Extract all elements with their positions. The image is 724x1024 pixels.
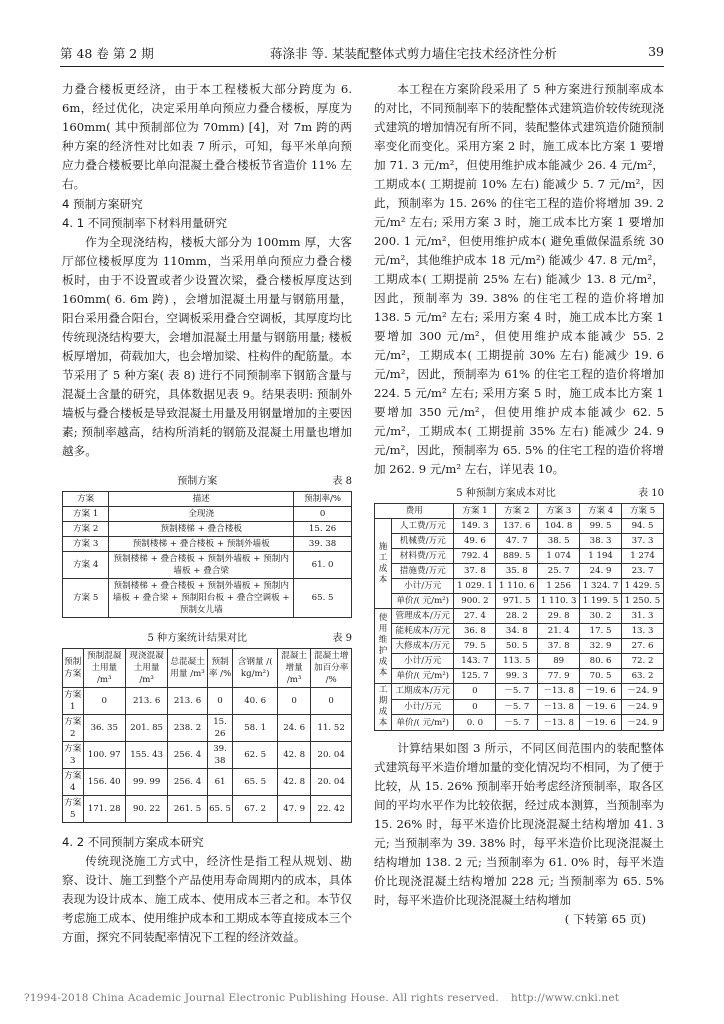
table-cell: 1 199. 5 [580, 594, 622, 609]
table-cell: 1 074 [538, 549, 580, 564]
table-row [63, 537, 352, 552]
table-cell: －13. 8 [538, 715, 580, 731]
table-cell: 32. 9 [580, 639, 622, 654]
table-cell: 900. 2 [454, 594, 496, 609]
table-cell: 125. 7 [454, 669, 496, 684]
table-cell: 61. 0 [294, 552, 352, 579]
table-cell: 20. 04 [311, 769, 352, 796]
table-row [63, 522, 352, 537]
table-cell: 11. 52 [311, 715, 352, 742]
table-cell: 1 110. 6 [496, 579, 538, 594]
section-heading-4-2: 4. 2 不同预制方案成本研究 [62, 835, 204, 849]
table-row [375, 564, 664, 579]
table-cell: 49. 6 [454, 534, 496, 549]
table-header-cell: 描述 [109, 492, 294, 507]
table-cell: 措施费/万元 [392, 564, 454, 579]
table-cell: 预制率 /% [207, 649, 233, 688]
table-label: 表 8 [332, 476, 352, 487]
continued-note: ( 下转第 65 页) [564, 912, 646, 926]
paragraph: 传统现浇施工方式中，经济性是指工程从规划、勘察、设计、施工到整个产品使用寿命周期内的成本，具体表现为设计成本、施工成本、使用成本三者之和。本节仅考虑施工成本、使用维护成本和工期成本等直接成本三个方面，探究不同装配率情况下工程的经济效益。 [62, 854, 352, 944]
table-cell: 大修成本/万元 [392, 639, 454, 654]
left-column [62, 80, 352, 947]
table-cell: 17. 5 [580, 624, 622, 639]
table-cell: 1 429. 5 [622, 579, 664, 594]
table-cell: 25. 7 [538, 564, 580, 579]
table-cell: 50. 5 [496, 639, 538, 654]
table-cell: 总混凝土用量 /m³ [168, 649, 207, 688]
table-cell: 38. 5 [538, 534, 580, 549]
table-cell: 方案 3 [63, 742, 84, 769]
table-cell: 方案 5 [63, 796, 84, 823]
table-row [63, 579, 352, 618]
table-cell: 预制方案 [63, 649, 84, 688]
table-row [375, 579, 664, 594]
table-cell: 27. 6 [622, 639, 664, 654]
table-cell: 28. 2 [496, 609, 538, 624]
table-cell: 63. 2 [622, 669, 664, 684]
table-cell: 23. 7 [622, 564, 664, 579]
table-cell: －24. 9 [622, 715, 664, 731]
table-cell: 100. 97 [83, 742, 125, 769]
table-cell: 小计/万元 [392, 699, 454, 715]
table-group-label: 施工成本 [375, 519, 392, 609]
table-cell: 171. 28 [83, 796, 125, 823]
table-cell: 36. 35 [83, 715, 125, 742]
table-cell: 能耗成本/万元 [392, 624, 454, 639]
table-cell: 156. 40 [83, 769, 125, 796]
table-cell: 费用 [375, 504, 454, 519]
table-cell: 42. 8 [277, 769, 310, 796]
page-footer [24, 992, 619, 1004]
table-cell: 管理成本/万元 [392, 609, 454, 624]
table-caption [62, 632, 352, 646]
table-row [375, 684, 664, 700]
table-cell: 小计/万元 [392, 654, 454, 669]
table-cell: 104. 8 [538, 519, 580, 534]
table-cell: 94. 5 [622, 519, 664, 534]
table-cell: 30. 2 [580, 609, 622, 624]
table-cell: 143. 7 [454, 654, 496, 669]
table-cell: 99. 5 [580, 519, 622, 534]
table-cell: 单价/( 元/m²) [392, 669, 454, 684]
table-cell: 0 [294, 507, 352, 522]
table-header-cell: 预制率/% [294, 492, 352, 507]
table-cell: 40. 6 [233, 688, 278, 715]
table-cell: 155. 43 [125, 742, 167, 769]
table-cell: 29. 8 [538, 609, 580, 624]
table-cell: －24. 9 [622, 699, 664, 715]
table-cell: 0 [277, 688, 310, 715]
table-cell: 1 256 [538, 579, 580, 594]
paragraph: 计算结果如图 3 所示，不同区间范围内的装配整体式建筑每平米造价增加量的变化情况均不相同，为了便于比较，从 15. 26% 预制率开始考虑经济预制率，取各区间的平均水平作为比较依据，经过成本测算，当预制率为 15. 26% 时，每平米造价比现浇混凝土结构增加 41. 3 元; 当预制率为 39. 38% 时，每平米造价比现浇混凝土结构增加 138. 2 元; 当预制率为 61. 0% 时，每平米造价比现浇混凝土结构增加 228 元; 当预制率为 65. 5% 时，每平米造价比现浇混凝土结构增加 [374, 741, 664, 907]
table-cell: 39. 38 [207, 742, 233, 769]
right-column [374, 80, 664, 929]
table-row [63, 688, 352, 715]
table-row [375, 669, 664, 684]
table-cell: 0 [454, 684, 496, 700]
table-cell: 213. 6 [168, 688, 207, 715]
table-row [63, 796, 352, 823]
table-row [375, 624, 664, 639]
table-title: 5 种方案统计结果对比 [147, 633, 247, 644]
table-cell: 人工费/万元 [392, 519, 454, 534]
table-cell: 方案 4 [580, 504, 622, 519]
table-row [375, 639, 664, 654]
table-label: 表 10 [638, 488, 664, 499]
table-cell: 0. 0 [454, 715, 496, 731]
table-cell: 预制楼梯 + 叠合楼板 + 预制外墙板 [109, 537, 294, 552]
table-title: 预制方案 [177, 476, 218, 487]
table-row [375, 654, 664, 669]
table-cell: 90. 22 [125, 796, 167, 823]
table-cell: 137. 6 [496, 519, 538, 534]
table-10-grid [374, 503, 664, 731]
table-cell: 34. 8 [496, 624, 538, 639]
table-cell: 方案 4 [63, 769, 84, 796]
table-cell: 方案 3 [63, 537, 109, 552]
table-cell: 201. 85 [125, 715, 167, 742]
table-cell: 含钢量 /( kg/m²) [233, 649, 278, 688]
table-cell: 全现浇 [109, 507, 294, 522]
table-cell: 256. 4 [168, 769, 207, 796]
table-cell: 1 194 [580, 549, 622, 564]
table-cell: 36. 8 [454, 624, 496, 639]
table-cell: 149. 3 [454, 519, 496, 534]
table-cell: 0 [311, 688, 352, 715]
table-cell: 1 250. 5 [622, 594, 664, 609]
table-cell: 0 [207, 688, 233, 715]
table-cell: 1 274 [622, 549, 664, 564]
table-cell: 24. 9 [580, 564, 622, 579]
table-cell: 混凝土增加百分率 /% [311, 649, 352, 688]
table-cell: 材料费/万元 [392, 549, 454, 564]
table-row [63, 769, 352, 796]
table-cell: 889. 5 [496, 549, 538, 564]
table-row [375, 594, 664, 609]
table-cell: 77. 9 [538, 669, 580, 684]
table-cell: 80. 6 [580, 654, 622, 669]
table-row [375, 609, 664, 624]
table-cell: 238. 2 [168, 715, 207, 742]
table-cell: 13. 3 [622, 624, 664, 639]
table-header-cell: 方案 [63, 492, 109, 507]
table-row [375, 715, 664, 731]
table-cell: 99. 99 [125, 769, 167, 796]
table-cell: 72. 2 [622, 654, 664, 669]
table-cell: 方案 2 [63, 715, 84, 742]
table-cell: 1 110. 3 [538, 594, 580, 609]
table-cell: 工期成本/万元 [392, 684, 454, 700]
table-cell: －5. 7 [496, 715, 538, 731]
table-cell: 21. 4 [538, 624, 580, 639]
table-cell: 27. 4 [454, 609, 496, 624]
section-heading-4-1: 4. 1 不同预制率下材料用量研究 [62, 216, 227, 230]
table-cell: 预制混凝土用量 /m³ [83, 649, 125, 688]
table-cell: 24. 6 [277, 715, 310, 742]
table-row [63, 742, 352, 769]
paragraph: 力叠合楼板更经济，由于本工程楼板大部分跨度为 6. 6m，经过优化，决定采用单向预应力叠合楼板，厚度为 160mm( 其中预制部位为 70mm) [4]，对 7m 跨的两种方案的经济性对比如表 7 所示，可知，每平米单向预应力叠合楼板要比单向混凝土叠合楼板节省造价 11% 左右。 [62, 82, 352, 191]
table-cell: 预制楼梯 + 叠合楼板 + 预制外墙板 + 预制内墙板 + 叠合梁 + 预制阳台板 + 叠合空调板 + 预制女儿墙 [109, 579, 294, 618]
table-cell: 方案 1 [63, 507, 109, 522]
table-cell: 方案 1 [63, 688, 84, 715]
table-cell: －24. 9 [622, 684, 664, 700]
table-cell: 58. 1 [233, 715, 278, 742]
table-cell: 15. 26 [207, 715, 233, 742]
table-cell: 47. 9 [277, 796, 310, 823]
table-cell: 70. 5 [580, 669, 622, 684]
table-cell: 65. 5 [233, 769, 278, 796]
table-cell: 67. 2 [233, 796, 278, 823]
table-cell: 方案 2 [63, 522, 109, 537]
table-cell: 42. 8 [277, 742, 310, 769]
table-cell: 0 [454, 699, 496, 715]
table-cell: 47. 7 [496, 534, 538, 549]
table-row [375, 699, 664, 715]
table-cell: 方案 3 [538, 504, 580, 519]
table-cell: 89 [538, 654, 580, 669]
table-cell: 261. 5 [168, 796, 207, 823]
table-cell: 1 324. 7 [580, 579, 622, 594]
running-title: 蒋涤非 等. 某装配整体式剪力墙住宅技术经济性分析 [270, 46, 557, 61]
table-cell: 机械费/万元 [392, 534, 454, 549]
table-cell: 20. 04 [311, 742, 352, 769]
table-row [375, 549, 664, 564]
table-cell: 61 [207, 769, 233, 796]
table-cell: 单价/( 元/m²) [392, 715, 454, 731]
table-cell: 方案 1 [454, 504, 496, 519]
table-cell: 113. 5 [496, 654, 538, 669]
table-cell: 22. 42 [311, 796, 352, 823]
table-cell: 35. 8 [496, 564, 538, 579]
table-cell: －5. 7 [496, 699, 538, 715]
table-cell: 37. 3 [622, 534, 664, 549]
table-cell: 方案 5 [622, 504, 664, 519]
table-cell: 预制楼梯 + 叠合楼板 + 预制外墙板 + 预制内墙板 + 叠合梁 [109, 552, 294, 579]
page-header [60, 44, 664, 62]
table-cell: 混凝土增量 /m³ [277, 649, 310, 688]
table-cell: 方案 2 [496, 504, 538, 519]
table-9-grid [62, 648, 352, 823]
table-cell: 方案 5 [63, 579, 109, 618]
section-heading-4: 4 预制方案研究 [62, 197, 143, 211]
table-cell: 方案 4 [63, 552, 109, 579]
table-10 [374, 487, 664, 731]
table-cell: 1 029. 1 [454, 579, 496, 594]
table-cell: 0 [83, 688, 125, 715]
table-group-label: 使用维护成本 [375, 609, 392, 684]
table-cell: －13. 8 [538, 684, 580, 700]
table-8-grid [62, 491, 352, 618]
table-row [375, 519, 664, 534]
table-cell: 79. 5 [454, 639, 496, 654]
table-caption [374, 487, 664, 501]
table-cell: 99. 3 [496, 669, 538, 684]
table-cell: 256. 4 [168, 742, 207, 769]
table-cell: 小计/万元 [392, 579, 454, 594]
table-group-label: 工期成本 [375, 684, 392, 731]
table-cell: 15. 26 [294, 522, 352, 537]
table-label: 表 9 [332, 633, 352, 644]
table-cell: 37. 8 [454, 564, 496, 579]
paragraph: 作为全现浇结构，楼板大部分为 100mm 厚，大客厅部位楼板厚度为 110mm，当采用单向预应力叠合楼板时，由于不设置或者少设置次梁，叠合楼板厚度达到 160mm( 6. 6m 跨) ，会增加混凝土用量与钢筋用量，阳台采用叠合阳台，空调板采用叠合空调板，其厚度均比传统现浇结构要大，会增加混凝土用量与钢筋用量; 楼板板厚增加，荷载加大，也会增加梁、柱构件的配筋量。本节采用了 5 种方案( 表 8) 进行不同预制率下钢筋含量与混凝土含量的研究，具体数据见表 9。结果表明: 预制外墙板与叠合楼板是导致混凝土用量及用钢量增加的主要因素; 预制率越高，结构所消耗的钢筋及混凝土用量也增加越多。 [62, 235, 352, 458]
table-cell: 31. 3 [622, 609, 664, 624]
paragraph: 本工程在方案阶段采用了 5 种方案进行预制率成本的对比，不同预制率下的装配整体式建筑造价较传统现浇式建筑的增加情况有所不同，装配整体式建筑造价随预制率变化而变化。采用方案 2 时，施工成本比方案 1 要增加 71. 3 元/m²，但使用维护成本能减少 26. 4 元/m²，工期成本( 工期提前 10% 左右) 能减少 5. 7 元/m²，因此，预制率为 15. 26% 的住宅工程的造价将增加 39. 2 元/m² 左右; 采用方案 3 时，施工成本比方案 1 要增加 200. 1 元/m²，但使用维护成本( 避免重做保温系统 30 元/m²，其他维护成本 18 元/m²) 能减少 47. 8 元/m²，工期成本( 工期提前 25% 左右) 能减少 13. 8 元/m²，因此，预制率为 39. 38% 的住宅工程的造价将增加 138. 5 元/m² 左右; 采用方案 4 时，施工成本比方案 1 要增加 300 元/m²，但使用维护成本能减少 55. 2 元/m²，工期成本( 工期提前 30% 左右) 能减少 19. 6 元/m²，因此，预制率为 61% 的住宅工程的造价将增加 224. 5 元/m² 左右; 采用方案 5 时，施工成本比方案 1 要增加 350 元/m²，但使用维护成本能减少 62. 5 元/m²，工期成本( 工期提前 35% 左右) 能减少 24. 9 元/m²，因此，预制率为 65. 5% 的住宅工程的造价将增加 262. 9 元/m² 左右，详见表 10。 [374, 82, 664, 476]
table-cell: 792. 4 [454, 549, 496, 564]
copyright-text: ?1994-2018 China Academic Journal Electronic Publishing House. All rights reserved. [24, 992, 499, 1004]
table-cell: 37. 8 [538, 639, 580, 654]
table-cell: －19. 6 [580, 715, 622, 731]
table-cell: 65. 5 [294, 579, 352, 618]
table-cell: 971. 5 [496, 594, 538, 609]
table-row [375, 534, 664, 549]
table-cell: －19. 6 [580, 684, 622, 700]
table-9 [62, 632, 352, 823]
table-cell: －19. 6 [580, 699, 622, 715]
table-cell: 38. 3 [580, 534, 622, 549]
header-rule [60, 66, 664, 67]
table-row [63, 715, 352, 742]
table-cell: －5. 7 [496, 684, 538, 700]
table-caption [62, 475, 352, 489]
journal-issue: 第 48 卷 第 2 期 [60, 46, 154, 61]
table-row [63, 552, 352, 579]
table-cell: 213. 6 [125, 688, 167, 715]
table-cell: 65. 5 [207, 796, 233, 823]
footer-url: http://www.cnki.net [510, 992, 620, 1004]
table-cell: 预制楼梯 + 叠合楼板 [109, 522, 294, 537]
table-row [63, 507, 352, 522]
table-cell: －13. 8 [538, 699, 580, 715]
page-number: 39 [648, 44, 664, 59]
table-cell: 39. 38 [294, 537, 352, 552]
table-cell: 现浇混凝土用量 /m³ [125, 649, 167, 688]
table-title: 5 种预制方案成本对比 [456, 488, 556, 499]
table-cell: 单价/( 元/m²) [392, 594, 454, 609]
table-8 [62, 475, 352, 618]
table-cell: 62. 5 [233, 742, 278, 769]
